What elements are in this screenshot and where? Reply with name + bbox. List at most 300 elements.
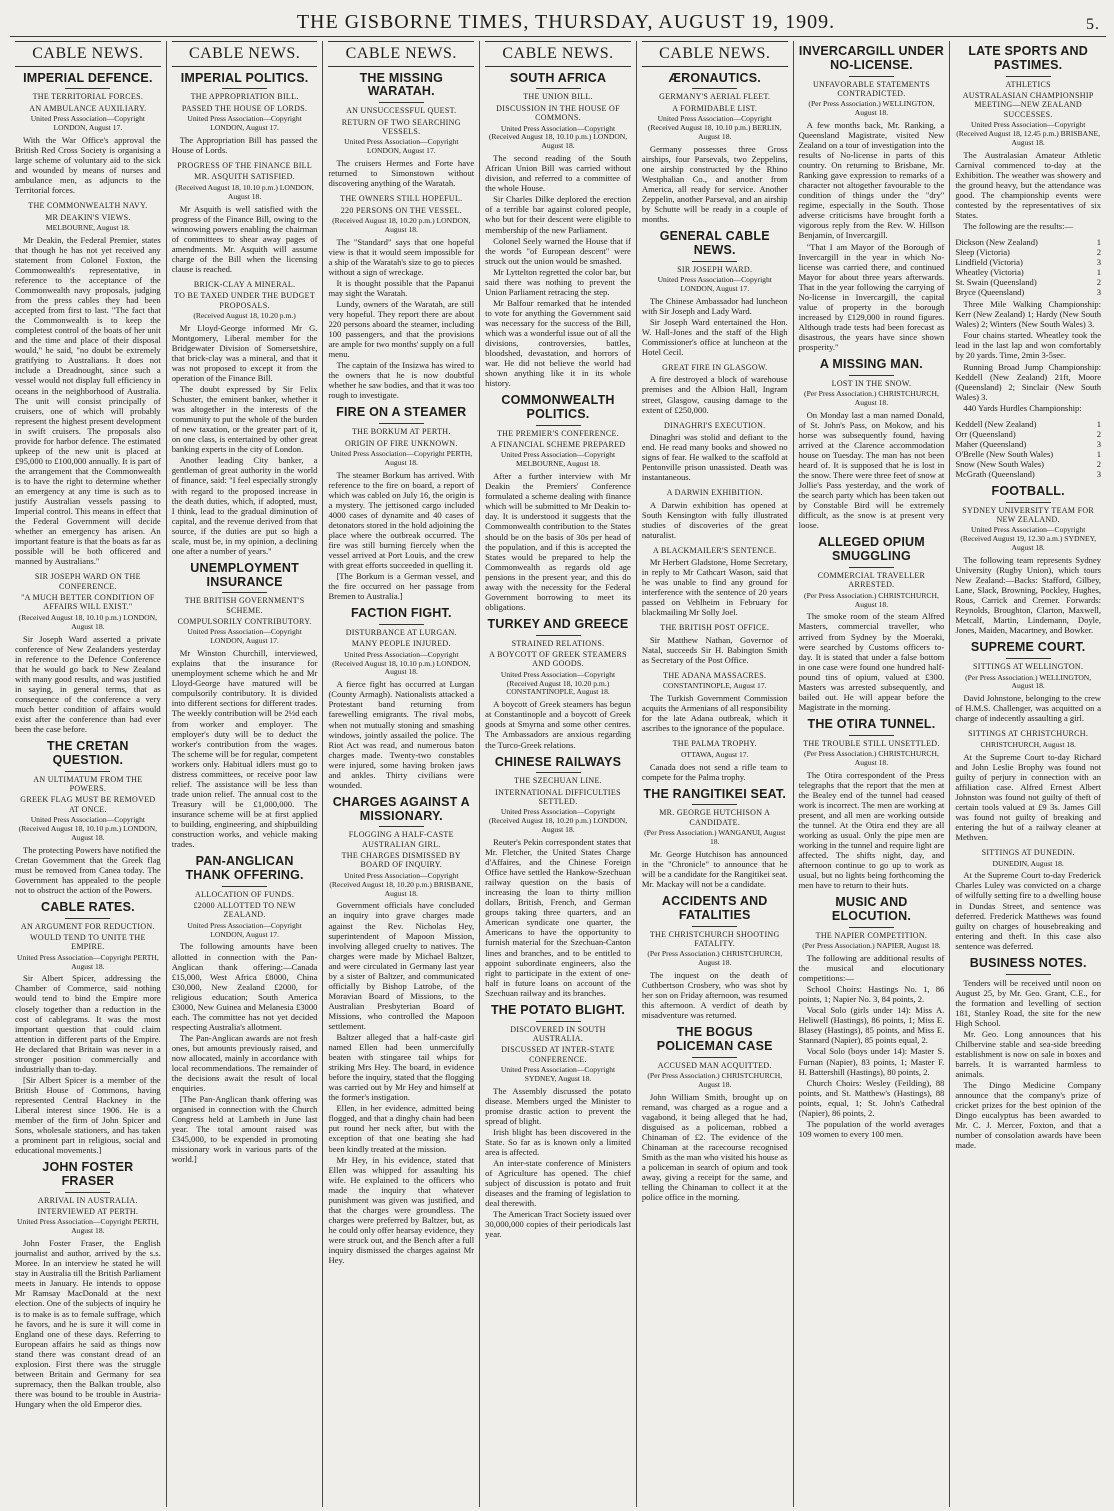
divider [849,927,894,928]
subheading: PASSED THE HOUSE OF LORDS. [181,103,308,113]
dateline: United Press Association—Copyright (Received August 19, 12.30 a.m.) SYDNEY, August 18. [960,525,1097,553]
subheading: COMPULSORILY CONTRIBUTORY. [177,617,312,627]
subheading: THE CHARGES DISMISSED BY BOARD OF INQUIRY. [341,851,462,870]
article [172,280,318,556]
article [172,855,318,1164]
paragraph: A Darwin exhibition has opened at South Kensington with fully illustrated studies of discoveries of the great naturalist. [641,499,788,540]
paragraph: Mr Balfour remarked that he intended to vote for anything the Government said was necessary for the success of the Bill, which was a wonderful issue out of all the divisions, controversies, battles, bloodshed, devastation, and horrors of war. He did not believe the world had shown anything like it in its whole history. [485,297,631,389]
competitor: Snow (New South Wales) [955,458,1044,469]
competitor: Maher (Queensland) [955,438,1027,449]
article-headline: FOOTBALL. [991,484,1065,499]
divider [65,88,110,89]
article-body [15,634,161,734]
article [642,895,788,1020]
dateline: United Press Association—Copyright PERTH, August 18. [330,448,473,467]
paragraph: With the War Office's approval the British Red Cross Society is organising a large scheme of voluntary aid to the sick and wounded by means of nurses and ambulance men, as adjuncts to the Territorial forces. [15,134,161,196]
article [955,641,1101,723]
column-header: CABLE NEWS. [172,41,318,67]
paragraph: Baltzer alleged that a half-caste girl named Ellen had been unmercifully beaten with stingaree tail whips for striking Mrs Hey. The board, in evidence before the inquiry, stated that the flogging was carried out by Mr Hey and himself at the former's instigation. [328,1032,475,1103]
placing: 2 [1096,428,1102,439]
subheading: THE APPROPRIATION BILL. [190,92,299,102]
article-headline: MUSIC AND ELOCUTION. [831,895,911,924]
article-headline: JOHN FOSTER FRASER [42,1160,134,1188]
paragraph: The second reading of the South African Union Bill was carried without division, and referred to a committee of the whole House. [485,153,631,194]
paragraph: The inquest on the death of Cuthbertson Crosbery, who was shot by her son on Friday afternoon, was resumed this afternoon. A verdict of death by misadventure was returned. [641,970,788,1021]
dateline: (Per Press Association.) CHRISTCHURCH, August 18. [804,749,939,767]
subheading: "A MUCH BETTER CONDITION OF AFFAIRS WILL EXIST." [21,593,155,612]
article-headline: LATE SPORTS AND PASTIMES. [968,44,1088,72]
dateline: United Press Association—Copyright SYDNEY, August 18. [500,1064,616,1083]
paragraph: Irish blight has been discovered in the State. So far as is known only a limited area is affected. [485,1126,631,1157]
article [328,194,474,400]
article [328,607,474,790]
paragraph: A few months back, Mr. Ranking, a Queensland Magistrate, visited New Zealand on a tour of investigation into the results of No-license in parts of this country. On returning to Brisbane, Mr. Ranking gave expression to remarks of a character not altogether favourable to the condition of things under the "dry" regime, especially in the South. Those adverse criticisms have brought forth a vigorous reply from the Rev. W. Hillson Benjamin, of Invercargill. [798,119,945,241]
paragraph: A fire destroyed a block of warehouse premises and the Albion Hall, Ingram street, Glasgow, causing damage to the extent of £250,000. [641,374,788,415]
article-headline: THE BOGUS POLICEMAN CASE [656,1025,773,1054]
paragraph: The Turkish Government Commission acquits the Armenians of all responsibility for the late Adana outbreak, which it ascribes to the ignorance of the populace. [641,693,788,734]
paragraph: Three Mile Walking Championship: Kerr (New Zealand) 1; Hardy (New South Wales) 2; Winters (New South Wales) 3. [955,299,1102,330]
result-row [955,469,1101,479]
subheading: A BOYCOTT OF GREEK STEAMERS AND GOODS. [489,649,627,669]
result-row [955,449,1101,459]
dateline: (Per Press Association.) CHRISTCHURCH, August 18. [647,1071,783,1089]
paragraph: It is thought possible that the Papanui may sight the Waratah. [328,277,475,298]
divider [536,772,581,773]
results-list [955,419,1101,479]
subheading: A DARWIN EXHIBITION. [666,488,763,498]
article [485,756,631,998]
divider [849,76,894,77]
subheading: THE COMMONWEALTH NAVY. [28,201,148,211]
competitor: McGrath (Queensland) [955,468,1035,479]
dateline: (Per Press Association.) WELLINGTON, August 18. [965,672,1092,691]
subheading: THE BRITISH POST OFFICE. [660,623,770,633]
paragraph: John Foster Fraser, the English journalist and author, arrived by the s.s. Moree. In an interview he stated he will stay in Australia till the British Parliament meets in January. He intends to oppose Mr Ramsay MacDonald at the next election. One of the subjects of inquiry he is to make is as to female suffrage, which he favors, and he is sure it will come in England one of these days. Referring to European affairs he said as things now stand there was constant dread of an explosion. First there was the struggle between Britain and Germany for sea supremacy, then the Balkan trouble, also there was bound to be trouble in Austria-Hungary when the old Emperor dies. [15,1238,161,1409]
dateline: United Press Association—Copyright (Received August 18, 10.10 p.m.) BERLIN, August 18. [647,114,782,141]
result-row [955,257,1101,267]
paragraph: Mr. Geo. Long announces that his Chilbervine stable and sea-side breeding establishment is now on sale in boxes and barrels. It is warranted harmless to animals. [955,1028,1102,1079]
article-body [172,941,318,1164]
article [799,718,945,890]
paragraph: Sir Joseph Ward entertained the Hon. W. Hall-Jones and the staff of the High Commissioner's office at luncheon at the Hotel Cecil. [641,316,788,358]
article-body [642,693,788,733]
dateline: OTTAWA, August 17. [680,749,749,759]
subheading: DISTURBANCE AT LURGAN. [345,627,457,637]
article-body [799,410,945,531]
result-row [955,277,1101,287]
article-body [955,555,1101,635]
article [328,72,474,188]
dateline: (Received August 18, 10.10 p.m.) LONDON, August 18. [175,182,314,201]
article-headline: CHARGES AGAINST A MISSIONARY. [332,794,470,823]
subheading: TO BE TAXED UNDER THE BUDGET PROPOSALS. [174,291,316,310]
subheading: DISCUSSED AT INTER-STATE CONFERENCE. [501,1045,615,1064]
subheading: THE NAPIER COMPETITION. [815,930,928,940]
subheading: A FORMIDABLE LIST. [672,103,758,113]
paragraph: Running Broad Jump Championship: Keddell (New Zealand) 21ft, Moore (Queensland) 2; Sinclair (New South Wales) 3. [955,361,1102,402]
paragraph: Church Choirs: Wesley (Feilding), 88 points, and St. Matthew's (Hastings), 88 points, equal, 1; St. John's Cathedral (Napier), 86 points, 2. [798,1077,945,1118]
article [799,896,945,1139]
dateline: United Press Association—Copyright MELBOURNE, August 18. [500,450,616,469]
subheading: RETURN OF TWO SEARCHING VESSELS. [341,117,461,136]
article-headline: ALLEGED OPIUM SMUGGLING [818,535,925,564]
result-row [955,247,1101,257]
divider [536,1021,581,1022]
article [15,572,161,734]
placing: 3 [1096,468,1102,479]
divider [1006,502,1051,503]
placing: 3 [1096,257,1102,268]
divider [692,926,737,927]
divider [1006,76,1051,77]
article-body [955,150,1101,231]
paragraph: At the Supreme Court to-day Frederick Charles Luley was convicted on a charge of wilfully setting fire to a dwelling house in Dundas Street, and sentence was deferred. Frederick Matthews was found guilty on charges of housebreaking and entering and theft. In this case also sentence was deferred. [955,870,1102,951]
paragraph: An inter-state conference of Ministers of Agriculture has opened. The chief subject of discussion is potato and fruit diseases and the framing of legislation to deal therewith. [485,1158,631,1209]
article-body [328,158,474,188]
paragraph: School Choirs: Hastings No. 1, 86 points, 1; Napier No. 3, 84 points, 2. [798,984,945,1005]
article-headline: THE RANGITIKEI SEAT. [643,786,787,801]
subheading: MANY PEOPLE INJURED. [351,639,451,649]
subheading: INTERVIEWED AT PERTH. [37,1207,139,1217]
divider [1006,974,1051,975]
article-body [15,1238,161,1409]
article-headline: THE MISSING WARATAH. [359,70,444,99]
article [172,72,318,155]
dateline: (Per Press Association.) CHRISTCHURCH, August 18. [804,590,939,609]
dateline: United Press Association—Copyright LONDON, August 17. [30,114,146,133]
dateline: United Press Association—Copyright (Received August 18, 10.10 p.m.) LONDON, August 18. [488,123,628,151]
article [15,740,161,895]
paragraph: The Dingo Medicine Company announce that the company's prize of cricket prizes for the best opinion of the Dingo eucalyptus has been awarded to Mr. C. J. Mercer, Foxton, and that a number of consolation awards have been made. [955,1079,1102,1151]
result-row [955,459,1101,469]
article [799,45,945,352]
divider [536,88,581,89]
article [642,363,788,415]
paragraph: "That I am Mayor of the Borough of Invercargill in the year in which No-license was carried there, and continued Mayor for about three years afterwards. That in the year following the carrying of No-license in Invercargill, the capital value of property in the borough increased by £129,000 in round figures. Although trade tests had been forecast as disastrous, the years have since shown prosperity." [798,241,945,352]
divider [849,735,894,736]
result-row [955,267,1101,277]
subheading: A FINANCIAL SCHEME PREPARED [490,440,626,450]
article [642,788,788,889]
subheading: ALLOCATION OF FUNDS. [195,889,295,899]
paragraph: The steamer Borkum has arrived. With reference to the fire on board, a report of which was cabled on July 16, the origin is a mystery. The jettisoned cargo included 4000 cases of dynamite and 40 cases of detonators stored in the hold adjoining the place where the outbreak occurred. The fire was still burning fiercely when the vessel arrived at Port Louis, and the crew with great efforts succeeded in quelling it. [328,469,475,571]
article-headline: ACCIDENTS AND FATALITIES [661,894,768,922]
subheading: ARRIVAL IN AUSTRALIA. [37,1195,138,1205]
article [955,485,1101,635]
article [485,72,631,389]
paragraph: The captain of the Insizwa has wired to the owners that he is now doubtful whether he saw bodies, and that it was too rough to investigate. [328,360,475,401]
article [485,618,631,750]
paragraph: Germany possesses three Gross airships, four Parsevals, two Zeppelins, one airship constructed by the Rhino Westphalian Co., and another from America, all ready for service. Another Zeppelin, another Parseval, and an airship by Schutte will be ready in a couple of months. [641,143,788,225]
dateline: (Per Press Association.) CHRISTCHURCH, August 18. [647,949,783,968]
paragraph: The Pan-Anglican awards are not fresh ones, but amounts previously raised, and now allocated, mainly in accordance with local recommendations. The remainder of the decisions await the result of local enquiries. [171,1032,318,1094]
article-body [642,557,788,617]
article [955,45,1101,231]
subheading: GREEK FLAG MUST BE REMOVED AT ONCE. [20,795,156,814]
dateline: CONSTANTINOPLE, August 17. [662,681,767,691]
subheading: THE PREMIER'S CONFERENCE. [496,428,620,438]
placing: 3 [1096,438,1102,449]
columns-container [10,41,1106,1507]
article-headline: A MISSING MAN. [819,357,923,372]
paragraph: Canada does not send a rifle team to compete for the Palma trophy. [641,761,788,782]
article-headline: INVERCARGILL UNDER NO-LICENSE. [798,44,944,72]
divider [536,635,581,636]
paragraph: The Chinese Ambassador had luncheon with Sir Joseph and Lady Ward. [641,295,788,316]
competitor: Orr (Queensland) [955,428,1016,439]
article-body [642,432,788,482]
paragraph: Lundy, owners of the Waratah, are still very hopeful. They report there are about 220 persons aboard the steamer, including 100 passengers, and that the provisions are ample for two months' supply on a full menu. [328,298,475,360]
article [642,72,788,224]
dateline: United Press Association—Copyright PERTH, August 18. [17,1217,159,1236]
subheading: THE PALMA TROPHY. [672,739,757,749]
paragraph: Vocal Solo (girls under 14): Miss A. Heliwell (Hastings), 86 points, 1; Miss E. Blasey (Hastings), 85 points, and Miss E. Stannard (Napier), 85 points equal, 2. [798,1005,945,1046]
paragraph: Government officials have concluded an inquiry into grave charges made against the Rev. Nicholas Hey, superintendent of Mapoon Mission, involving alleged cruelty to natives. The charges were made by Michael Baltzer, and were circulated in Germany last year by a sister of Baltzer, and communicated officially by Bishop Latrobe, of the Moravian Board of Missions, to the Australian Presbyterian Board of Missions, who controlled the Mapoon settlement. [328,900,475,1031]
subheading: THE TERRITORIAL FORCES. [32,92,144,102]
competitor: Bryce (Queensland) [955,287,1025,298]
paragraph: Dinaghri was stolid and defiant to the end. He read many books and showed no signs of fear. He walked to the scaffold at Pentonville prison unassisted. Death was instantaneous. [641,431,788,483]
paragraph: 440 Yards Hurdles Championship: [963,402,1082,413]
subheading: BRICK-CLAY A MINERAL. [193,279,296,289]
dateline: (Per Press Association.) WANGANUI, August 18. [644,828,786,846]
article-body [955,870,1101,950]
subheading: SIR JOSEPH WARD. [677,264,753,274]
article-body [485,471,631,612]
article [642,230,788,357]
subheading: MR. ASQUITH SATISFIED. [194,172,295,182]
paragraph: The "Standard" says that one hopeful view is that it would seem impossible for a ship of the Waratah's size to go to pieces without a sign of wreckage. [328,236,475,277]
paragraph: Sir Albert Spicer, addressing the Chamber of Commerce, said nothing would tend to bind the Empire more closely together than a reduction in the cost of cablegrams. It was the most important question that could claim attention in different parts of the Empire. He declared that Britain was never in a stronger position commercially and industrially than to-day. [15,973,161,1074]
paragraph: The Assembly discussed the potato disease. Members urged the Minister to promise drastic action to prevent the spread of blight. [485,1085,631,1126]
dateline: (Received August 18, 10.20 p.m.) [193,310,296,320]
paragraph: The protecting Powers have notified the Cretan Government that the Greek flag must be removed from Canea today. The Government has appealed to the people not to obstruct the action of the Powers. [15,844,161,895]
dateline: (Per Press Association.) NAPIER, August 18. [802,941,941,951]
dateline: United Press Association—Copyright LONDON, August 17. [657,275,772,293]
divider [692,804,737,805]
dateline: MELBOURNE, August 18. [45,222,130,232]
subheading: COMMERCIAL TRAVELLER ARRESTED. [817,570,926,590]
placing: 2 [1096,458,1102,469]
result-row [955,419,1101,429]
divider [379,423,424,424]
placing: 1 [1096,236,1102,247]
paragraph: Mr Lloyd-George informed Mr G. Montgomery, Liberal member for the Bridgewater Division of Somersetshire, that brick-clay was a mineral, and that it was not proposed to except it from the operation of the Finance Bill. [171,322,318,384]
dateline: (Per Press Association.) WELLINGTON, August 18. [808,99,935,118]
article-body [955,752,1101,842]
article-body [15,973,161,1155]
dateline: United Press Association—Copyright (Received August 18, 10.20 p.m.) CONSTANTINOPLE, August 18. [500,669,616,697]
article [485,1004,631,1240]
subheading: THE OWNERS STILL HOPEFUL. [340,194,463,204]
placing: 3 [1096,287,1102,298]
article-body [642,296,788,357]
article-headline: UNEMPLOYMENT INSURANCE [190,560,299,589]
article [642,488,788,540]
paragraph: Four chains started. Wheatley took the lead in the last lap and won comfortably by 20 yards. Time, 2min 3-5sec. [955,330,1102,361]
paragraph: Mr Lyttelton regretted the color bar, but said there was nothing to prevent the Union Parliament retracing the step. [485,266,631,297]
competitor: Sleep (Victoria) [955,246,1010,257]
results-list [955,237,1101,297]
paragraph: The following are the results:— [963,220,1074,231]
subheading: PROGRESS OF THE FINANCE BILL [177,161,313,171]
paragraph: John William Smith, brought up on remand, was charged as a rogue and a vagabond, it being alleged that he had, disguised as a policeman, robbed a Chinaman of £2. The evidence of the Chinaman at the racecourse recognised Smith as the man who visited his house as a policeman in search of opium and took away, giving a receipt for the same, and telling the Chinaman to collect it at the police office in the morning. [641,1091,788,1203]
article-headline: COMMONWEALTH POLITICS. [501,393,615,421]
divider [65,918,110,919]
article [642,1026,788,1202]
subheading: GREAT FIRE IN GLASGOW. [662,363,768,373]
article-body [799,120,945,352]
dateline: DUNEDIN, August 18. [992,858,1064,868]
subheading: THE SZECHUAN LINE. [514,776,602,786]
placing: 2 [1096,246,1102,257]
article [955,848,1101,951]
divider [849,567,894,568]
placing: 2 [1096,277,1102,288]
competitor: Dickson (New Zealand) [955,236,1038,247]
article-body [485,153,631,388]
article-body [642,635,788,665]
article-headline: FACTION FIGHT. [350,606,452,621]
article-body [955,299,1101,413]
divider [536,425,581,426]
subheading: SIR JOSEPH WARD ON THE CONFERENCE. [34,572,141,591]
column-header: CABLE NEWS. [328,41,474,67]
paragraph: Sir Matthew Nathan, Governor of Natal, succeeds Sir H. Babington Smith as Secretary of the Post Office. [641,634,788,665]
divider [222,88,267,89]
column-header: CABLE NEWS. [642,41,788,67]
paragraph: The population of the world averages 109 women to every 100 men. [798,1118,945,1139]
article [328,406,474,601]
result-row [955,429,1101,439]
article-headline: GENERAL CABLE NEWS. [659,229,770,257]
column-2 [167,41,324,1507]
dateline: (Received August 18, 10.20 p.m.) LONDON, August 18. [332,215,471,234]
article-body [799,953,945,1139]
subheading: MR DEAKIN'S VIEWS. [45,212,131,222]
dateline: United Press Association—Copyright LONDON, August 17. [187,920,302,939]
subheading: 220 PERSONS ON THE VESSEL. [340,205,462,215]
subheading: THE TROUBLE STILL UNSETTLED. [803,738,940,748]
article [955,729,1101,842]
paragraph: Vocal Solo (boys under 14): Master S. Furnan (Napier), 83 points, 1; Master F. H. Battershill (Hastings), 80 points, 2. [798,1046,945,1077]
dateline: United Press Association—Copyright LONDON, August 17. [344,137,459,156]
article-body [955,693,1101,723]
article [955,237,1101,413]
paragraph: Mr Herbert Gladstone, Home Secretary, in reply to Mr Cathcart Wason, said that he was unable to find any ground for interference with the sentence of 20 years passed on Vehlheim in February for blackmailing Mr Solly Joel. [641,557,788,618]
subheading: LOST IN THE SNOW. [831,378,912,388]
subheading: SITTINGS AT WELLINGTON. [973,662,1084,672]
paragraph: Reuter's Pekin correspondent states that Mr. Fletcher, the United States Charge d'Affaires, and the Chinese Foreign Office have settled the Hankow-Szechuan railway question on the basis of increasing the loan to thirty million dollars, British, French, and German groups taking three quarters, and an American syndicate one quarter, the Americans to have the opportunity to furnish material for the Szechuan-Canton lines and branches, and to be entitled to appoint subordinate engineers, also the right to participate in the extent of one-half in future loans on account of the Szechuan railway and its branches. [485,837,631,998]
article [642,671,788,733]
paragraph: Sir Charles Dilke deplored the erection of a terrible bar against colored people, who but for their descent were eligible to membership of the new Parliament. [485,194,631,235]
article [642,739,788,781]
article-headline: IMPERIAL POLITICS. [180,70,309,85]
article-body [799,770,945,891]
competitor: Lindfield (Victoria) [955,257,1023,268]
divider [692,88,737,89]
article [15,72,161,196]
paragraph: Mr Winston Churchill, interviewed, explains that the insurance for unemployment scheme which he and Mr Lloyd-George have matured will be compulsorily contributory. It is divided into different sections for different trades. The weekly contribution will be 2½d each from worker and employer. The employer's duty will be to deduct the worker's contribution from the wages. The scheme will be for regular, competent workers only. Habitual idlers must go to distress committees, or receive poor law relief. The assistance will be less than trade union relief. The annual cost to the Treasury will be £1,000,000. The insurance scheme will be at first applied to building, engineering, and shipbuilding construction works, and vehicle making trades. [171,648,318,850]
paragraph: Another leading City banker, a gentleman of great authority in the world of finance, said: "I feel especially strongly with regard to the proposed increase in the death duties, which, if adopted, must, I think, lead to the gradual diminution of capital, and the revenue derived from that source, if the duties are put so high a scale, must be, in my opinion, a declining one after a number of years." [171,455,318,556]
result-row [955,287,1101,297]
dateline: United Press Association—Copyright (Received August 18, 10.10 p.m.) LONDON, August 18. [332,649,471,677]
column-7 [950,41,1106,1507]
paragraph: At the Supreme Court to-day Richard and John Leslie Brophy was found not guilty of perjury in connection with an affiliation case. Alfred Ernest Albert Johnston was found not guilty of theft of certain tools valued at £9 3s. James Gill was found not guilty of breaking and entering the hut of a railway cleaner at Methven. [955,751,1102,843]
dateline: United Press Association—Copyright (Received August 18, 12.45 p.m.) BRISBANE, August 18. [956,119,1101,147]
subheading: MR. GEORGE HUTCHISON A CANDIDATE. [659,808,771,827]
article-body [642,849,788,889]
masthead-title: THE GISBORNE TIMES, THURSDAY, AUGUST 19, 1909. [296,11,836,33]
paragraph: [The Pan-Anglican thank offering was organised in connection with the Church Congress held at Lambeth in June last year. The total amount raised was £345,000, to be expended in promoting missionary work in various parts of the world.] [171,1094,318,1165]
article-body [642,374,788,414]
subheading: DISCUSSION IN THE HOUSE OF COMMONS. [496,103,620,123]
dateline: United Press Association—Copyright LONDON, August 17. [187,627,302,646]
column-5 [637,41,794,1507]
article-body [642,762,788,782]
article-headline: IMPERIAL DEFENCE. [23,70,153,85]
dateline: (Received August 18, 10.10 p.m.) LONDON, August 18. [18,612,158,631]
paragraph: Mr Hey, in his evidence, stated that Ellen was whipped for assaulting his wife. He explained to the officers who made the inquiry that whatever punishment was given was justified, and that the charges were groundless. The charges were preferred by Baltzer, but, as he could only offer hearsay evidence, they were struck out, and the Bench after a full inquiry dismissed the charges against Mr Hey. [328,1154,475,1266]
dateline: (Per Press Association.) CHRISTCHURCH, August 18. [804,389,939,408]
article [955,957,1101,1151]
paragraph: Mr Asquith is well satisfied with the progress of the Finance Bill, owing to the winnowing powers enabling the chairman of committees to shear away pages of amendments. Mr. Asquith will assume charge of the Bill when the licensing clause is reached. [171,203,318,274]
column-1 [10,41,167,1507]
article-body [15,235,161,567]
paragraph: The following team represents Sydney University (Rugby Union), which tours New Zealand:—Backs: Stafford, Gilbey, Lane, Slack, Browning, Pockley, Hughes, Rous, Carrick and Cremer. Forwards: Reynolds, Broughton, Clarton, Maxwell, Metcalf, Martin, Lindemann, Doyle, Jones, Maiden, Macartney, and Bowker. [955,555,1102,636]
paragraph: The American Tract Society issued over 30,000,000 copies of their periodicals last year. [485,1209,631,1240]
subheading: AN ULTIMATUM FROM THE POWERS. [33,774,143,793]
article [642,623,788,665]
column-6 [794,41,951,1507]
subheading: AN ARGUMENT FOR REDUCTION. [20,921,155,931]
paragraph: A fierce fight has occurred at Lurgan (County Armagh). Nationalists attacked a Protestant band returning from farewelling emigrants. The rival mobs, when not mutually stoning and smashing windows, jointly assailed the police. The Riot Act was read, and numerous baton charges made. Twenty-two constables were injured, some having broken jaws and ankles. Thirty civilians were wounded. [328,679,475,790]
article-body [485,837,631,998]
subheading: SITTINGS AT CHRISTCHURCH. [968,729,1089,739]
article-body [328,679,474,790]
paragraph: David Johnstone, belonging to the crew of H.M.S. Challenger, was acquitted on a charge of indecently assaulting a girl. [955,693,1102,724]
paragraph: The Appropriation Bill has passed the House of Lords. [171,134,318,155]
subheading: WOULD TEND TO UNITE THE EMPIRE. [30,932,146,952]
paragraph: Ellen, in her evidence, admitted being flogged, and that a dinghy chain had been put round her neck after, but with the exception of that one beating she had been kindly treated at the mission. [328,1103,475,1154]
divider [65,771,110,772]
article [15,901,161,1155]
article [15,1161,161,1409]
subheading: GERMANY'S AERIAL FLEET. [659,92,771,102]
subheading: £2000 ALLOTTED TO NEW ZEALAND. [193,900,296,920]
dateline: CHRISTCHURCH, August 18. [980,739,1076,749]
article-body [642,500,788,540]
paragraph: Mr Deakin, the Federal Premier, states that though he has not yet received any statement from Colonel Foxton, the Commonwealth's representative, in reference to the acceptance of the Commonwealth navy proposals, judging from the press cables they had been accepted from first to last. "The fact that the Commonwealth is to keep the completest control of the boats of her unit and the time and place of their disposal would," he said, "no doubt be extremely gratifying to Australians. It does not include a Dreadnought, since such a vessel would not display full efficiency in oceans in the neighborhood of Australia. The unit will consist principally of cruisers, one of which will probably represent the highest present development in swift cruisers. The proposals also provide for harbor defence. The estimated upkeep of the new unit is placed at £95,000 to £100,000 annually. It is part of the arrangement that the Commonwealth is to have the right to determine whether an emergency at any time is such as to justify Australian vessels passing to Imperial control. This means in effect that the Federal Government will decide whether an emergency has arisen. An important feature is that the boats as far as possible will be both officered and manned by Australians." [15,234,161,567]
dateline: United Press Association—Copyright (Received August 18, 10.10 p.m.) LONDON, August 18. [18,814,158,842]
article-body [799,611,945,711]
paragraph: The following are additional results of the musical and elocutionary competitions:— [798,953,945,984]
article-headline: BUSINESS NOTES. [969,955,1087,970]
article-body [328,470,474,602]
paragraph: [The Borkum is a German vessel, and the fire occurred on her passage from Bremen to Australia.] [328,571,475,602]
dateline: United Press Association—Copyright LONDON, August 17. [187,114,302,133]
article-body [642,970,788,1020]
subheading: A BLACKMAILER'S SENTENCE. [653,545,777,555]
article-body [642,144,788,224]
paragraph: Mr. George Hutchison has announced in the "Chronicle" to announce that he will be a candidate for the Rangitikei seat. Mr. Mackay will not be a candidate. [641,848,788,890]
divider [65,1192,110,1193]
subheading: DINAGHRI'S EXECUTION. [663,420,766,430]
article [15,201,161,566]
competitor: Keddell (New Zealand) [955,418,1037,429]
subheading: INTERNATIONAL DIFFICULTIES SETTLED. [495,787,621,807]
subheading: ATHLETICS [1005,79,1051,89]
article-body [15,845,161,895]
